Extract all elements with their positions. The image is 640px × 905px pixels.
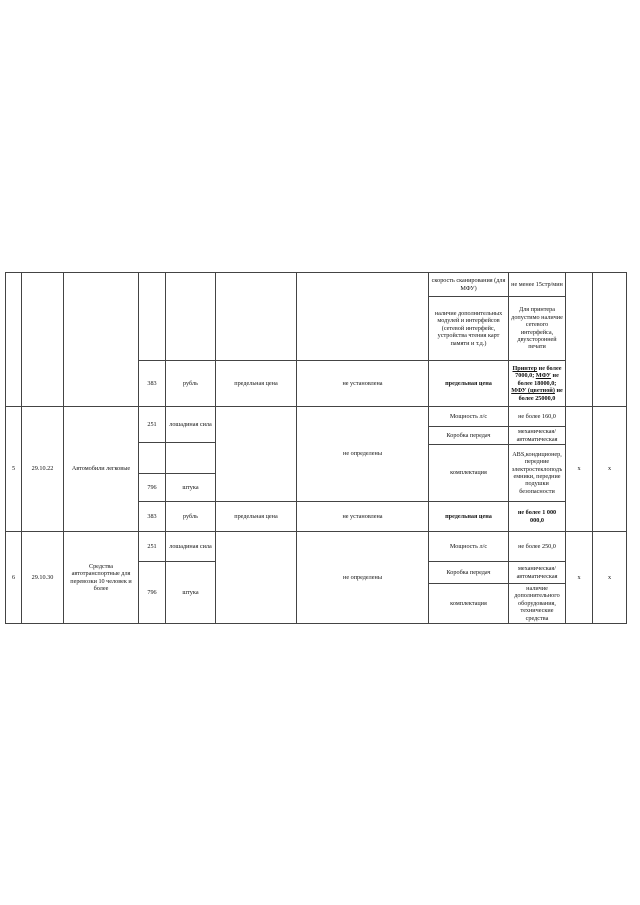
characteristic: предельная цена [216,361,297,407]
mark-x: х [593,532,627,624]
okei-code: 251 [139,407,166,443]
okei-unit: лошадиная сила [166,407,216,443]
not-defined: не определены [297,407,429,502]
mark-x: х [566,532,593,624]
okpd-code: 29.10.22 [22,407,64,532]
cell-empty [166,443,216,474]
okei-code: 796 [139,474,166,502]
cell-empty [216,273,297,361]
table-row [6,407,627,427]
cell-empty [216,407,297,502]
approved-part: не более 7000,0; [515,364,562,380]
item-name: Автомобили легковые [64,407,139,532]
param-value: механическая/автоматическая [509,562,566,584]
approved-part: МФУ [535,372,551,380]
param-name: Коробка передач [429,562,509,584]
okei-unit: штука [166,562,216,624]
param-name: предельная цена [429,361,509,407]
approved-part: Принтер [512,364,538,372]
characteristic-value: не установлена [297,361,429,407]
cell-empty [139,443,166,474]
param-value: механическая/автоматическая [509,427,566,445]
characteristic-value: не установлена [297,502,429,532]
approved-part: не более 18000,0; [517,372,559,387]
table-row [6,532,627,562]
okei-code: 383 [139,361,166,407]
param-value: Для принтера допустимо наличие сетевого интерфейса, двухсторонней печати [509,297,566,361]
row-number: 6 [6,532,22,624]
requirements-table [5,272,627,624]
okei-unit: рубль [166,502,216,532]
okei-code: 796 [139,562,166,624]
cell-empty [297,273,429,361]
okpd-code: 29.10.30 [22,532,64,624]
row-number: 5 [6,407,22,532]
cell-empty [139,273,166,361]
approved-price [509,361,566,407]
param-value: не менее 15стр/мин [509,273,566,297]
approved-part: МФУ (цветной) [511,387,555,395]
mark-x: х [566,407,593,532]
param-name: комплектация [429,445,509,502]
okei-code: 251 [139,532,166,562]
not-defined: не определены [297,532,429,624]
cell-empty [64,273,139,407]
param-name: Коробка передач [429,427,509,445]
cell-empty [166,273,216,361]
cell-empty [22,273,64,407]
approved-price: не более 1 000 000,0 [509,502,566,532]
param-name: предельная цена [429,502,509,532]
mark-x: х [593,407,627,532]
item-name: Средства автотранспортные для перевозки 10 человек и более [64,532,139,624]
cell-empty [6,273,22,407]
param-name: Мощность л/с [429,532,509,562]
param-value: ABS,кондиционер, передние электростеклоподъемники, передние подушки безопасности [509,445,566,502]
param-value: не более 250,0 [509,532,566,562]
param-name: комплектация [429,584,509,624]
cell-empty [593,273,627,407]
okei-unit: штука [166,474,216,502]
characteristic: предельная цена [216,502,297,532]
table-row [6,273,627,297]
param-name: скорость сканирования (для МФУ) [429,273,509,297]
param-value: не более 160,0 [509,407,566,427]
cell-empty [566,273,593,407]
okei-code: 383 [139,502,166,532]
okei-unit: рубль [166,361,216,407]
approved-part: не более 25000,0 [518,387,563,402]
param-value: наличие дополнительного оборудования, технические средства [509,584,566,624]
param-name: Мощность л/с [429,407,509,427]
cell-empty [216,532,297,624]
param-name: наличие дополнительных модулей и интерфейсов (сетевой интерфейс, устройства чтения карт памяти и т.д.) [429,297,509,361]
okei-unit: лошадиная сила [166,532,216,562]
